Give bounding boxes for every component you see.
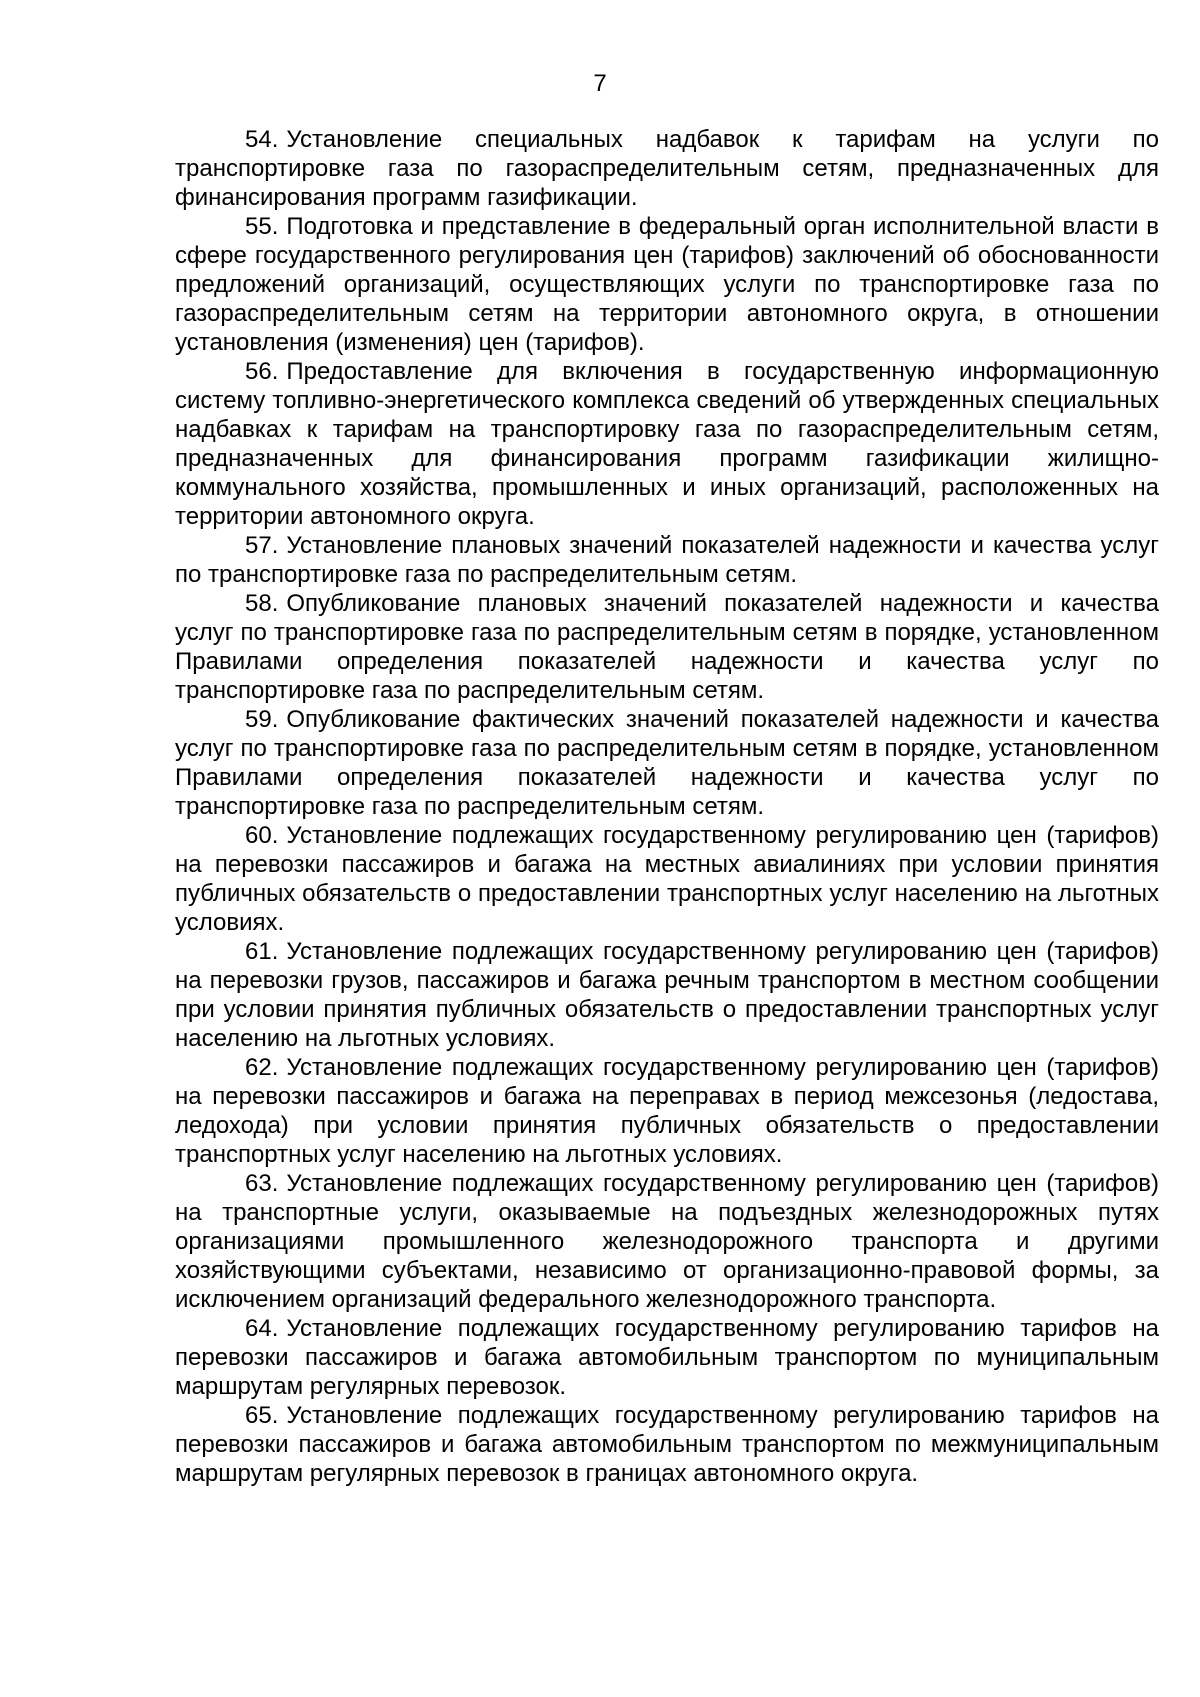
- paragraph-64: [175, 1314, 1159, 1401]
- paragraph-number: 59.: [245, 706, 279, 733]
- paragraph-text: Опубликование плановых значений показателей надежности и качества услуг по транспортировке газа по распределительным сетям в порядке, установленном Правилами определения показателей надежности и качества услуг по транспортировке газа по распределительным сетям.: [175, 590, 1159, 704]
- paragraph-63: [175, 1169, 1159, 1314]
- paragraph-58: [175, 589, 1159, 705]
- paragraph-number: 56.: [245, 358, 279, 385]
- paragraph-text: Установление подлежащих государственному регулированию тарифов на перевозки пассажиров и багажа автомобильным транспортом по муниципальным маршрутам регулярных перевозок.: [175, 1315, 1159, 1400]
- paragraph-text: Установление плановых значений показателей надежности и качества услуг по транспортировке газа по распределительным сетям.: [175, 532, 1159, 588]
- paragraph-number: 60.: [245, 822, 279, 849]
- paragraph-65: [175, 1401, 1159, 1488]
- paragraph-text: Опубликование фактических значений показателей надежности и качества услуг по транспортировке газа по распределительным сетям в порядке, установленном Правилами определения показателей надежности и качества услуг по транспортировке газа по распределительным сетям.: [175, 706, 1159, 820]
- paragraph-text: Установление специальных надбавок к тарифам на услуги по транспортировке газа по газораспределительным сетям, предназначенных для финансирования программ газификации.: [175, 126, 1159, 211]
- paragraph-number: 62.: [245, 1054, 279, 1081]
- paragraph-text: Установление подлежащих государственному регулированию цен (тарифов) на транспортные услуги, оказываемые на подъездных железнодорожных путях организациями промышленного железнодорожного транспорта и другими хозяйствующими субъектами, независимо от организационно-правовой формы, за исключением организаций федерального железнодорожного транспорта.: [175, 1170, 1159, 1313]
- paragraph-number: 57.: [245, 532, 279, 559]
- paragraph-number: 54.: [245, 126, 279, 153]
- paragraph-62: [175, 1053, 1159, 1169]
- paragraph-number: 64.: [245, 1315, 279, 1342]
- paragraph-57: [175, 531, 1159, 589]
- paragraph-61: [175, 937, 1159, 1053]
- paragraph-60: [175, 821, 1159, 937]
- paragraph-59: [175, 705, 1159, 821]
- paragraph-56: [175, 357, 1159, 531]
- paragraph-text: Установление подлежащих государственному регулированию цен (тарифов) на перевозки пассажиров и багажа на местных авиалиниях при условии принятия публичных обязательств о предоставлении транспортных услуг населению на льготных условиях.: [175, 822, 1159, 936]
- paragraph-number: 58.: [245, 590, 279, 617]
- paragraph-text: Предоставление для включения в государственную информационную систему топливно-энергетического комплекса сведений об утвержденных специальных надбавках к тарифам на транспортировку газа по газораспределительным сетям, предназначенных для финансирования программ газификации жилищно-коммунального хозяйства, промышленных и иных организаций, расположенных на территории автономного округа.: [175, 358, 1159, 530]
- paragraph-54: [175, 125, 1159, 212]
- paragraph-number: 63.: [245, 1170, 279, 1197]
- paragraph-text: Установление подлежащих государственному регулированию тарифов на перевозки пассажиров и багажа автомобильным транспортом по межмуниципальным маршрутам регулярных перевозок в границах автономного округа.: [175, 1402, 1159, 1487]
- paragraph-text: Установление подлежащих государственному регулированию цен (тарифов) на перевозки грузов, пассажиров и багажа речным транспортом в местном сообщении при условии принятия публичных обязательств о предоставлении транспортных услуг населению на льготных условиях.: [175, 938, 1159, 1052]
- page-number: 7: [593, 70, 607, 97]
- paragraph-text: Установление подлежащих государственному регулированию цен (тарифов) на перевозки пассажиров и багажа на переправах в период межсезонья (ледостава, ледохода) при условии принятия публичных обязательств о предоставлении транспортных услуг населению на льготных условиях.: [175, 1054, 1159, 1168]
- paragraph-number: 61.: [245, 938, 279, 965]
- paragraph-number: 55.: [245, 213, 279, 240]
- paragraph-55: [175, 212, 1159, 357]
- paragraph-number: 65.: [245, 1402, 279, 1429]
- document-body: [175, 125, 1159, 1488]
- paragraph-text: Подготовка и представление в федеральный орган исполнительной власти в сфере государственного регулирования цен (тарифов) заключений об обоснованности предложений организаций, осуществляющих услуги по транспортировке газа по газораспределительным сетям на территории автономного округа, в отношении установления (изменения) цен (тарифов).: [175, 213, 1159, 356]
